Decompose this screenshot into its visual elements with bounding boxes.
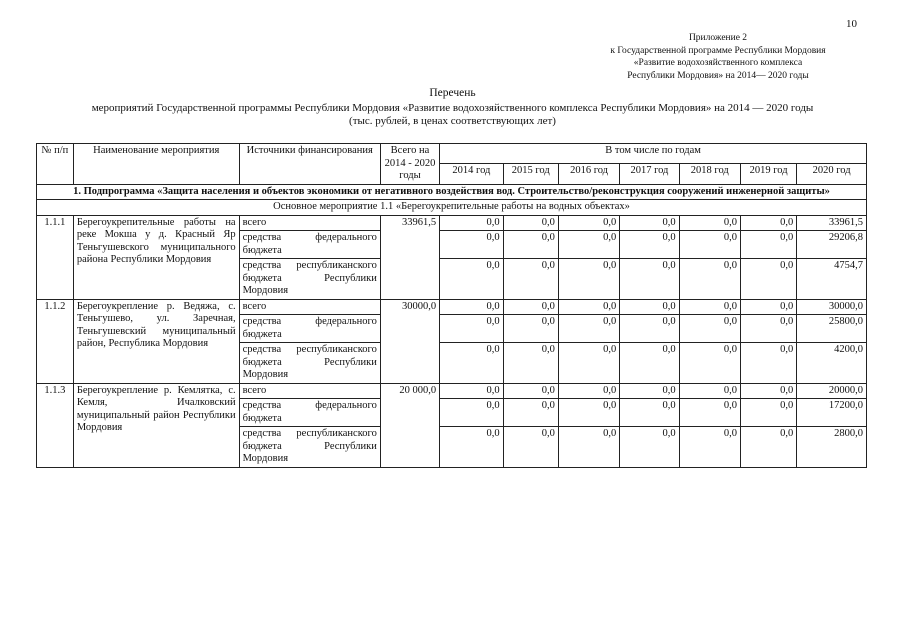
year-amount: 0,0 xyxy=(558,299,619,315)
year-amount: 0,0 xyxy=(558,427,619,468)
year-amount: 0,0 xyxy=(620,427,679,468)
table-row xyxy=(37,215,867,231)
funding-source: средства федерального бюджета xyxy=(239,231,380,259)
measure-name: Берегоукрепительные работы на реке Мокша у д. Красный Яр Теньгушевского муниципального района Республики Мордовия xyxy=(73,215,239,299)
year-amount: 0,0 xyxy=(679,343,740,384)
year-amount: 0,0 xyxy=(503,299,558,315)
measure-name: Берегоукрепление р. Ведяжа, с. Теньгушево, ул. Заречная, Теньгушевский муниципальный район, Республика Мордовия xyxy=(73,299,239,383)
year-amount: 0,0 xyxy=(558,343,619,384)
funding-source: всего xyxy=(239,383,380,399)
funding-source: средства республиканского бюджета Республики Мордовия xyxy=(239,343,380,384)
year-amount: 0,0 xyxy=(740,399,796,427)
page-number: 10 xyxy=(846,18,857,30)
year-amount: 0,0 xyxy=(440,259,503,300)
year-amount: 0,0 xyxy=(503,399,558,427)
year-amount: 0,0 xyxy=(440,427,503,468)
row-number: 1.1.1 xyxy=(37,215,74,299)
header-year: 2016 год xyxy=(558,164,619,184)
row-number: 1.1.3 xyxy=(37,383,74,467)
subtitle-line-1: мероприятий Государственной программы Республики Мордовия «Развитие водохозяйственного комплекса Республики Мордовия» на 2014 — 2020 годы xyxy=(91,102,814,114)
section-row xyxy=(37,184,867,200)
table-header-row xyxy=(37,144,867,164)
year-amount: 30000,0 xyxy=(797,299,867,315)
year-amount: 0,0 xyxy=(740,231,796,259)
year-amount: 0,0 xyxy=(679,231,740,259)
year-amount: 0,0 xyxy=(440,383,503,399)
year-amount: 0,0 xyxy=(558,399,619,427)
year-amount: 0,0 xyxy=(440,215,503,231)
year-amount: 0,0 xyxy=(503,427,558,468)
year-amount: 0,0 xyxy=(440,399,503,427)
year-amount: 0,0 xyxy=(740,427,796,468)
funding-source: средства республиканского бюджета Республики Мордовия xyxy=(239,427,380,468)
year-amount: 0,0 xyxy=(620,215,679,231)
funding-source: всего xyxy=(239,215,380,231)
subtitle-line-2: (тыс. рублей, в ценах соответствующих лет) xyxy=(349,115,556,127)
year-amount: 0,0 xyxy=(620,399,679,427)
year-amount: 0,0 xyxy=(558,383,619,399)
header-year: 2020 год xyxy=(797,164,867,184)
appendix-note xyxy=(593,32,843,82)
year-amount: 0,0 xyxy=(440,315,503,343)
year-amount: 0,0 xyxy=(679,399,740,427)
year-amount: 0,0 xyxy=(440,231,503,259)
year-amount: 0,0 xyxy=(679,299,740,315)
header-year: 2015 год xyxy=(503,164,558,184)
year-amount: 0,0 xyxy=(620,315,679,343)
subsection-row xyxy=(37,200,867,216)
header-year: 2014 год xyxy=(440,164,503,184)
document-title: Перечень xyxy=(429,87,476,99)
header-name: Наименование мероприятия xyxy=(73,144,239,185)
year-amount: 0,0 xyxy=(503,259,558,300)
subsection-title: Основное мероприятие 1.1 «Берегоукрепительные работы на водных объектах» xyxy=(37,200,867,216)
year-amount: 0,0 xyxy=(503,343,558,384)
year-amount: 0,0 xyxy=(620,299,679,315)
year-amount: 0,0 xyxy=(679,215,740,231)
year-amount: 0,0 xyxy=(740,259,796,300)
year-amount: 0,0 xyxy=(679,427,740,468)
year-amount: 0,0 xyxy=(503,215,558,231)
year-amount: 0,0 xyxy=(503,383,558,399)
year-amount: 0,0 xyxy=(740,215,796,231)
year-amount: 25800,0 xyxy=(797,315,867,343)
funding-source: средства федерального бюджета xyxy=(239,315,380,343)
year-amount: 29206,8 xyxy=(797,231,867,259)
year-amount: 4200,0 xyxy=(797,343,867,384)
year-amount: 17200,0 xyxy=(797,399,867,427)
table-row xyxy=(37,383,867,399)
year-amount: 0,0 xyxy=(440,343,503,384)
header-year: 2017 год xyxy=(620,164,679,184)
header-year: 2019 год xyxy=(740,164,796,184)
table-row xyxy=(37,299,867,315)
year-amount: 0,0 xyxy=(679,383,740,399)
year-amount: 0,0 xyxy=(503,315,558,343)
document-subtitle xyxy=(0,102,905,128)
year-amount: 0,0 xyxy=(740,383,796,399)
year-amount: 0,0 xyxy=(740,343,796,384)
year-amount: 0,0 xyxy=(558,259,619,300)
appendix-line-1: Приложение 2 xyxy=(688,33,748,43)
year-amount: 0,0 xyxy=(440,299,503,315)
appendix-line-4: Республики Мордовия» на 2014— 2020 годы xyxy=(627,70,809,81)
year-amount: 0,0 xyxy=(558,215,619,231)
year-amount: 0,0 xyxy=(558,231,619,259)
funding-source: средства республиканского бюджета Республики Мордовия xyxy=(239,259,380,300)
year-amount: 0,0 xyxy=(740,315,796,343)
appendix-line-2: к Государственной программе Республики Мордовия xyxy=(610,45,826,56)
year-amount: 20000,0 xyxy=(797,383,867,399)
header-total: Всего на 2014 - 2020 годы xyxy=(380,144,439,185)
year-amount: 0,0 xyxy=(503,231,558,259)
year-amount: 0,0 xyxy=(679,315,740,343)
section-title: 1. Подпрограмма «Защита населения и объектов экономики от негативного воздействия вод. Строительство/реконструкция сооружений инженерной защиты» xyxy=(37,184,867,200)
year-amount: 4754,7 xyxy=(797,259,867,300)
row-number: 1.1.2 xyxy=(37,299,74,383)
year-amount: 0,0 xyxy=(620,343,679,384)
funding-source: средства федерального бюджета xyxy=(239,399,380,427)
appendix-line-3: «Развитие водохозяйственного комплекса xyxy=(633,58,803,68)
year-amount: 0,0 xyxy=(620,259,679,300)
header-by-years: В том числе по годам xyxy=(440,144,867,164)
header-sources: Источники финансирования xyxy=(239,144,380,185)
measure-name: Берегоукрепление р. Кемлятка, с. Кемля, Ичалковский муниципальный район Республики Мордовия xyxy=(73,383,239,467)
total-amount: 30000,0 xyxy=(380,299,439,383)
year-amount: 2800,0 xyxy=(797,427,867,468)
total-amount: 33961,5 xyxy=(380,215,439,299)
year-amount: 0,0 xyxy=(558,315,619,343)
measures-table xyxy=(36,143,867,468)
header-year: 2018 год xyxy=(679,164,740,184)
year-amount: 0,0 xyxy=(620,231,679,259)
header-num: № п/п xyxy=(37,144,74,185)
year-amount: 0,0 xyxy=(740,299,796,315)
year-amount: 0,0 xyxy=(620,383,679,399)
year-amount: 33961,5 xyxy=(797,215,867,231)
funding-source: всего xyxy=(239,299,380,315)
year-amount: 0,0 xyxy=(679,259,740,300)
total-amount: 20 000,0 xyxy=(380,383,439,467)
